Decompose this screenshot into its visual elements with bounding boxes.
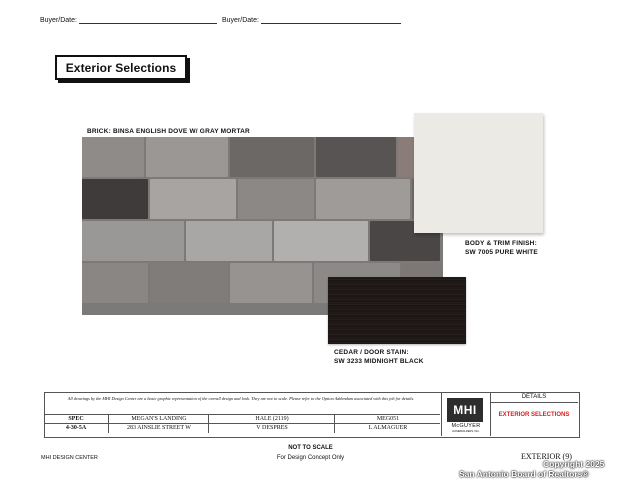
buyer-date-label: Buyer/Date: [222,17,259,24]
mhi-logo: MHI [447,398,483,422]
table-cell: MEGAN'S LANDING [108,415,209,424]
design-center-label: MHI DESIGN CENTER [41,455,98,461]
logo-subtitle: HOMEBUILDERS, INC. [452,430,480,433]
signature-line [79,16,217,24]
pure-white-swatch [414,113,543,233]
buyer-date-field-1 [40,16,217,24]
design-concept-note: For Design Concept Only [276,455,345,461]
stain-color-caption: SW 3233 MIDNIGHT BLACK [334,358,424,365]
table-cell: SPEC [68,416,84,422]
body-trim-caption: BODY & TRIM FINISH: [465,240,537,247]
table-cell: 283 AINSLIE STREET W [108,424,209,433]
table-cell: L ALMAGUER [334,424,441,433]
signature-line [261,16,401,24]
details-header: DETAILS [490,392,578,403]
table-cell: HALE (2119) [208,415,335,424]
table-cell: MEG051 [334,415,441,424]
body-trim-color-caption: SW 7005 PURE WHITE [465,249,538,256]
buyer-date-field-2 [222,16,401,24]
logo-company-name: McGUYER [451,423,481,429]
page-label: EXTERIOR (9) [521,452,572,461]
brick-caption: BRICK: BINSA ENGLISH DOVE W/ GRAY MORTAR [87,128,250,135]
midnight-black-stain-swatch [328,277,466,344]
stain-caption: CEDAR / DOOR STAIN: [334,349,409,356]
not-to-scale-note: NOT TO SCALE [288,445,333,451]
page-title: Exterior Selections [65,60,177,75]
table-cell: 4-30-5A [65,425,87,431]
page-title-box [55,55,187,80]
copyright-watermark: Copyright 2025 [543,459,605,469]
disclaimer-text: All drawings by the MHI Design Center are a basic graphic representation of the overall design and look. They are not to scale. Please refer to the Option Addendum associated with this job for details. [67,396,415,401]
buyer-date-label: Buyer/Date: [40,17,77,24]
details-value: EXTERIOR SELECTIONS [498,412,570,418]
table-cell: V DESPRES [208,424,335,433]
title-block-row-2 [44,423,440,433]
realtors-watermark: San Antonio Board of Realtors® [459,469,589,479]
